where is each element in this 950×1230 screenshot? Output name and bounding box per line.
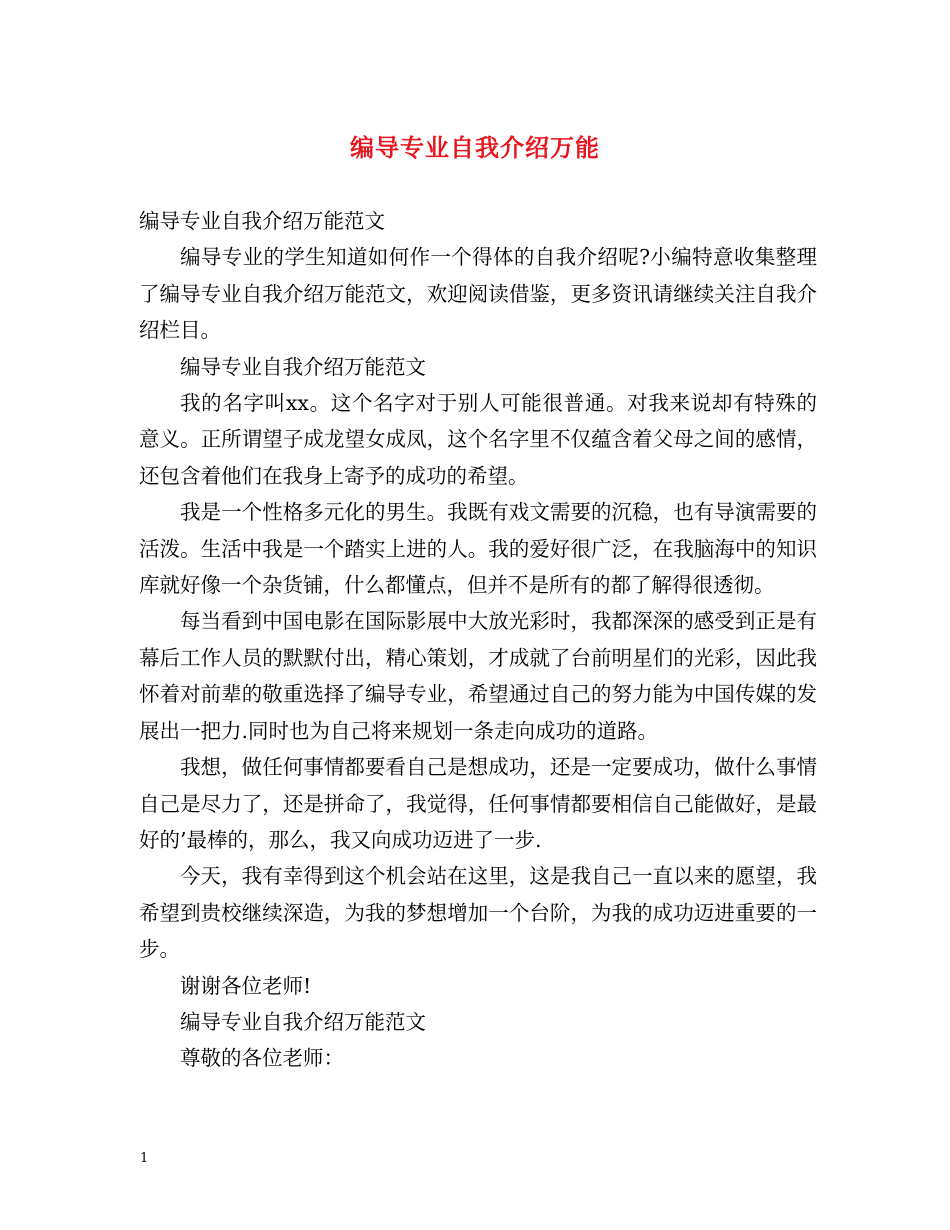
paragraph: 编导专业自我介绍万能范文 xyxy=(180,354,426,379)
document-body xyxy=(139,203,817,1077)
paragraph: 每当看到中国电影在国际影展中大放光彩时，我都深深的感受到正是有幕后工作人员的默默付出，精心策划，才成就了台前明星们的光彩，因此我怀着对前辈的敬重选择了编导专业，希望通过自己的努力能为中国传媒的发展出一把力.同时也为自己将来规划一条走向成功的道路。 xyxy=(139,609,817,743)
paragraph: 编导专业自我介绍万能范文 xyxy=(180,1009,426,1034)
paragraph: 今天，我有幸得到这个机会站在这里，这是我自己一直以来的愿望，我希望到贵校继续深造，为我的梦想增加一个台阶，为我的成功迈进重要的一步。 xyxy=(139,864,817,962)
paragraph: 我想，做任何事情都要看自己是想成功，还是一定要成功，做什么事情自己是尽力了，还是拼命了，我觉得，任何事情都要相信自己能做好，是最好的’最棒的，那么，我又向成功迈进了一步. xyxy=(139,755,817,852)
paragraph: 尊敬的各位老师： xyxy=(180,1046,344,1071)
document-title: 编导专业自我介绍万能 xyxy=(350,133,600,162)
paragraph: 我的名字叫xx。这个名字对于别人可能很普通。对我来说却有特殊的意义。正所谓望子成龙望女成凤，这个名字里不仅蕴含着父母之间的感情，还包含着他们在我身上寄予的成功的希望。 xyxy=(139,391,817,488)
paragraph: 编导专业的学生知道如何作一个得体的自我介绍呢?小编特意收集整理了编导专业自我介绍万能范文，欢迎阅读借鉴，更多资讯请继续关注自我介绍栏目。 xyxy=(139,245,817,343)
paragraph: 编导专业自我介绍万能范文 xyxy=(139,209,385,233)
paragraph: 我是一个性格多元化的男生。我既有戏文需要的沉稳，也有导演需要的活泼。生活中我是一个踏实上进的人。我的爱好很广泛，在我脑海中的知识库就好像一个杂货铺，什么都懂点，但并不是所有的都了解得很透彻。 xyxy=(139,500,817,598)
page-number: 1 xyxy=(140,1151,149,1166)
paragraph: 谢谢各位老师! xyxy=(180,973,312,998)
